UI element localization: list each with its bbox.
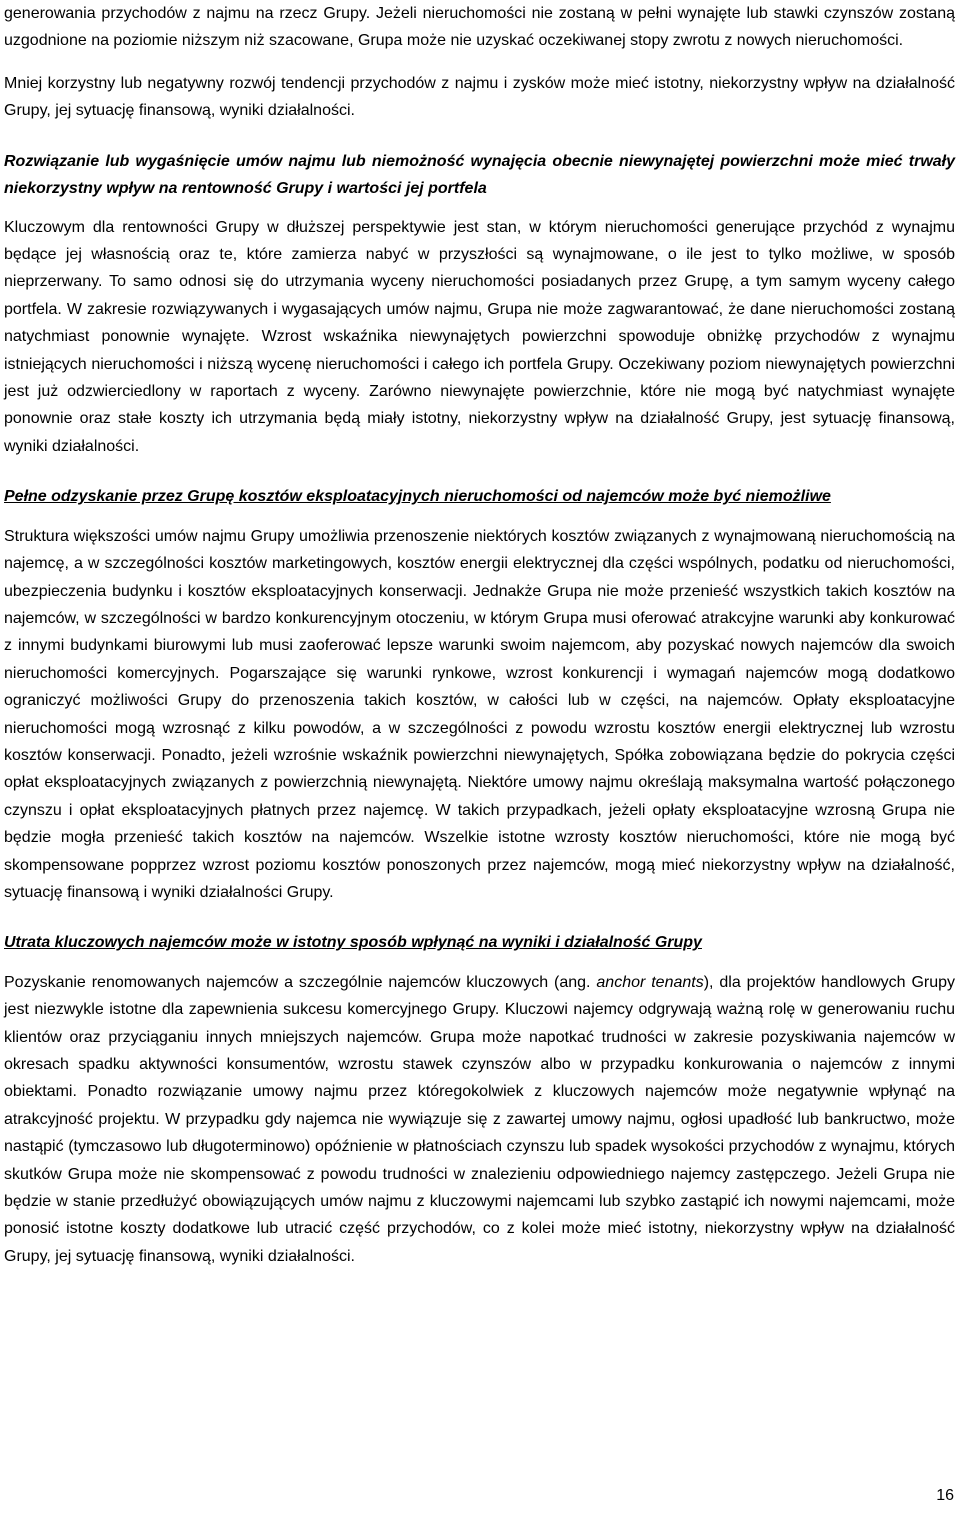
- section-heading-tenants: Utrata kluczowych najemców może w istotny sposób wpłynąć na wyniki i działalność Grupy: [4, 934, 702, 952]
- document-body: [4, 0, 955, 1285]
- paragraph-tenants-part-a: Pozyskanie renomowanych najemców a szczególnie najemców kluczowych (ang.: [4, 973, 597, 991]
- page-number: 16: [936, 1487, 954, 1504]
- section-heading-costs: Pełne odzyskanie przez Grupę kosztów eksploatacyjnych nieruchomości od najemców może być niemożliwe: [4, 488, 831, 506]
- paragraph-costs: Struktura większości umów najmu Grupy umożliwia przenoszenie niektórych kosztów związanych z wynajmowaną nieruchomością na najemcę, a w szczególności kosztów marketingowych, kosztów energii elektrycznej dla części wspólnych, podatku od nieruchomości, ubezpieczenia budynku i kosztów eksploatacyjnych konserwacji. Jednakże Grupa nie może przenieść wszystkich takich kosztów na najemców, w szczególności w bardzo konkurencyjnym otoczeniu, w którym Grupa musi oferować atrakcyjne warunki aby konkurować z innymi budynkami biurowymi lub musi zaoferować lepsze warunki swoim najemcom, aby pozyskać nowych najemców dla swoich nieruchomości komercyjnych. Pogarszające się warunki rynkowe, wzrost konkurencji i wymagań najemców mogą dodatkowo ograniczyć możliwości Grupy do przenoszenia takich kosztów, w całości lub w części, na najemców. Opłaty eksploatacyjne nieruchomości mogą wzrosnąć z kilku powodów, a w szczególności z powodu wzrostu kosztów energii elektrycznej lub wzrostu kosztów konserwacji. Ponadto, jeżeli wzrośnie wskaźnik powierzchni niewynajętych, Spółka zobowiązana będzie do pokrycia części opłat eksploatacyjnych związanych z powierzchnią niewynajętą. Niektóre umowy najmu określają maksymalna wartość połączonego czynszu i opłat eksploatacyjnych płatnych przez najemcę. W takich przypadkach, jeżeli opłaty eksploatacyjne wzrosną Grupa nie będzie mogła przenieść takich kosztów na najemców. Wszelkie istotne wzrosty kosztów nieruchomości, które nie mogą być skompensowane popprzez wzrost poziomu kosztów ponoszonych przez najemców, mogą mieć niekorzystny wpływ na działalność, sytuację finansową i wyniki działalności Grupy.: [4, 527, 955, 901]
- anchor-tenants-term: anchor tenants: [596, 973, 704, 991]
- section-heading-termination: Rozwiązanie lub wygaśnięcie umów najmu lub niemożność wynajęcia obecnie niewynajętej powierzchni może mieć trwały niekorzystny wpływ na rentowność Grupy i wartości jej portfela: [4, 152, 955, 197]
- paragraph-tenants: [4, 969, 955, 1270]
- paragraph-tenants-part-b: ), dla projektów handlowych Grupy jest niezwykle istotne dla zapewnienia sukcesu komercyjnego Grupy. Kluczowi najemcy odgrywają ważną rolę w generowaniu ruchu klientów oraz przyciąganiu innych mniejszych najemców. Grupa może napotkać trudności w zakresie pozyskiwania najemców w okresach spadku aktywności konsumentów, wzrostu stawek czynszów albo w przypadku konkurowania o najemców z innymi obiektami. Ponadto rozwiązanie umowy najmu przez któregokolwiek z kluczowych najemców może negatywnie wpłynąć na atrakcyjność projektu. W przypadku gdy najemca nie wywiązuje się z zawartej umowy najmu, ogłosi upadłość lub bankructwo, może nastąpić (tymczasowo lub długoterminowo) opóźnienie w płatnościach czynszu lub spadek wysokości przychodów z wynajmu, których skutków Grupa może nie skompensować z powodu trudności w znalezieniu odpowiedniego najemcy zastępczego. Jeżeli Grupa nie będzie w stanie przedłużyć obowiązujących umów najmu z kluczowymi najemcami lub szybko zastąpić ich nowymi najemcami, może ponosić istotne koszty dodatkowe lub utracić część przychodów, co z kolei może mieć istotny, niekorzystny wpływ na działalność Grupy, jej sytuację finansową, wyniki działalności.: [4, 973, 956, 1265]
- paragraph-rental-trend: Mniej korzystny lub negatywny rozwój tendencji przychodów z najmu i zysków może mieć istotny, niekorzystny wpływ na działalność Grupy, jej sytuację finansową, wyniki działalności.: [4, 74, 955, 120]
- paragraph-termination: Kluczowym dla rentowności Grupy w dłuższej perspektywie jest stan, w którym nieruchomości generujące przychód z wynajmu będące jej własnością oraz te, które zamierza nabyć w przyszłości są wynajmowane, o ile jest to tylko możliwe, w sposób nieprzerwany. To samo odnosi się do utrzymania wyceny nieruchomości posiadanych przez Grupę, a tym samym wyceny całego portfela. W zakresie rozwiązywanych i wygasających umów najmu, Grupa nie może zagwarantować, że dane nieruchomości zostaną natychmiast ponownie wynajęte. Wzrost wskaźnika niewynajętych powierzchni spowoduje obniżkę przychodów z wynajmu istniejących nieruchomości i niższą wycenę nieruchomości i całego ich portfela Grupy. Oczekiwany poziom niewynajętych powierzchni jest już odzwierciedlony w raportach z wyceny. Zarówno niewynajęte powierzchnie, które nie mogą być natychmiast wynajęte ponownie oraz stałe koszty ich utrzymania będą miały istotny, niekorzystny wpływ na działalność Grupy, jest sytuację finansową, wyniki działalności.: [4, 218, 955, 455]
- paragraph-intro-continuation: generowania przychodów z najmu na rzecz Grupy. Jeżeli nieruchomości nie zostaną w pełni wynajęte lub stawki czynszów zostaną uzgodnione na poziomie niższym niż szacowane, Grupa może nie uzyskać oczekiwanej stopy zwrotu z nowych nieruchomości.: [4, 5, 955, 50]
